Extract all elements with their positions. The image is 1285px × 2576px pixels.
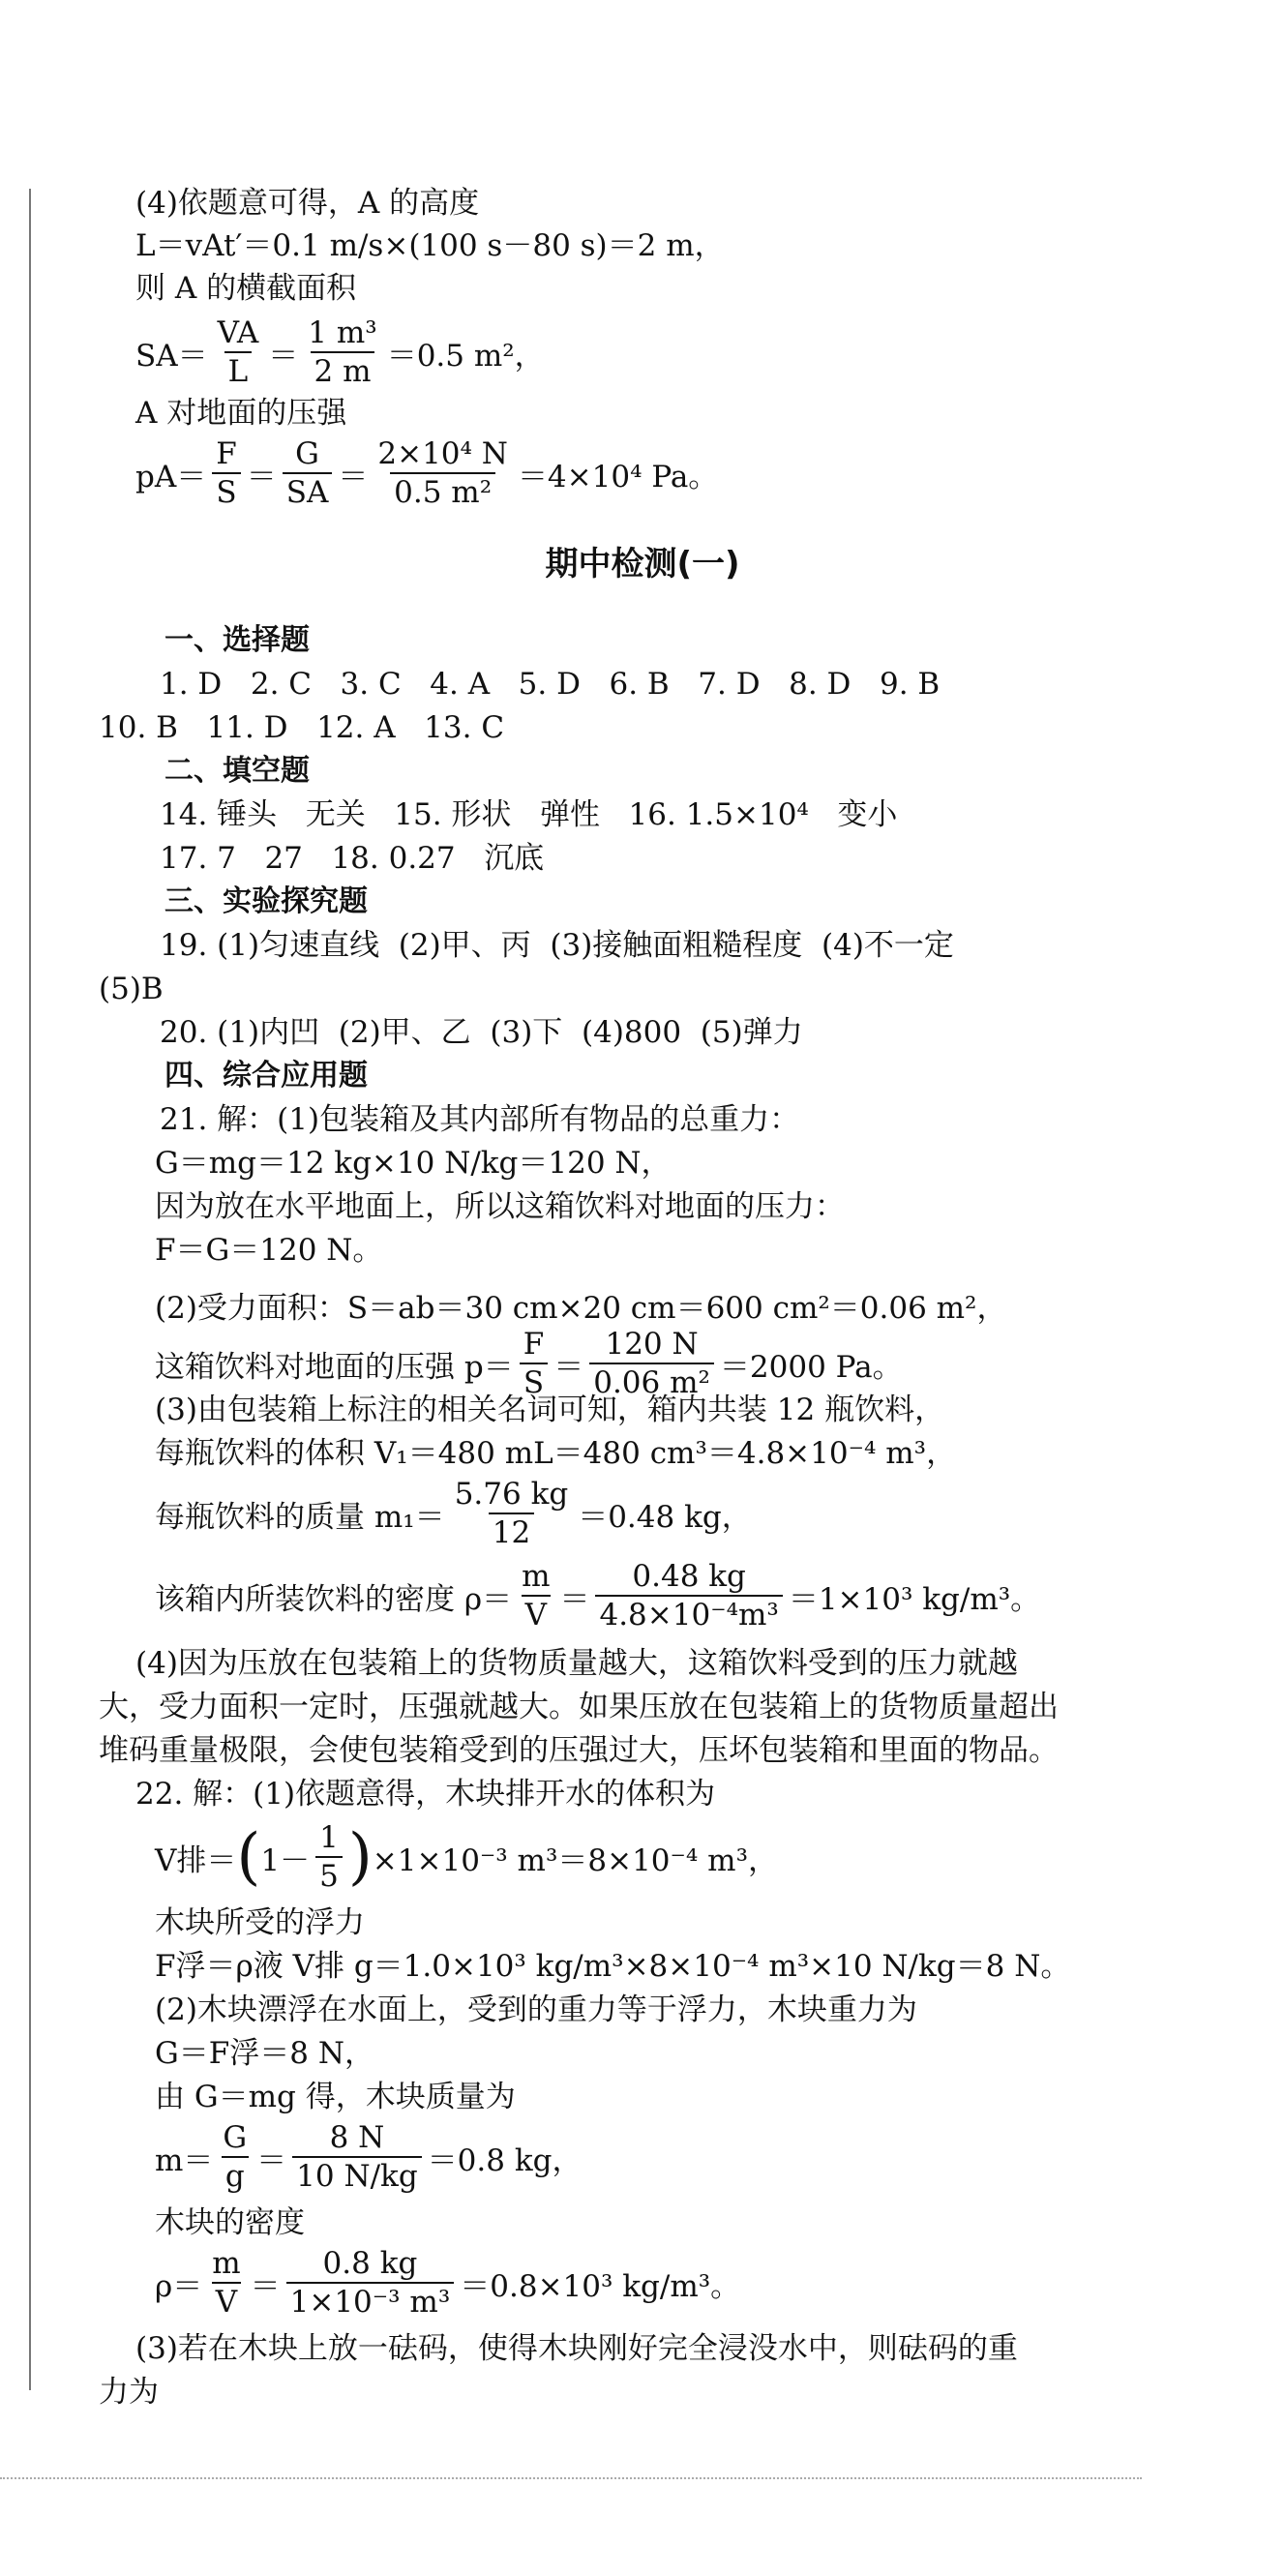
paragraph-line: (4)因为压放在包装箱上的货物质量越大，这箱饮料受到的压力就越: [135, 1646, 1018, 1681]
section-heading: 二、填空题: [164, 754, 310, 788]
text-line: G＝F浮＝8 N，: [155, 2036, 374, 2071]
equation: 每瓶饮料的质量 m₁＝ 5.76 kg 12 ＝0.48 kg，: [155, 1477, 752, 1550]
text-line: 木块的密度: [155, 2205, 305, 2240]
equation: 该箱内所装饮料的密度 ρ＝ m V ＝ 0.48 kg 4.8×10⁻⁴m³ ＝1×10³ kg/m³。: [155, 1559, 1041, 1632]
answer-row: 17. 7 27 18. 0.27 沉底: [160, 841, 545, 876]
text-line: 21. 解：(1)包装箱及其内部所有物品的总重力：: [160, 1102, 800, 1137]
answer-row: (5)B: [99, 972, 164, 1006]
paragraph-line: 大，受力面积一定时，压强就越大。如果压放在包装箱上的货物质量超出: [99, 1690, 1059, 1724]
answer-row: 1. D 2. C 3. C 4. A 5. D 6. B 7. D 8. D 9. B: [160, 667, 941, 702]
answer-row: 14. 锤头 无关 15. 形状 弹性 16. 1.5×10⁴ 变小: [160, 797, 898, 832]
text-line: 每瓶饮料的体积 V₁＝480 mL＝480 cm³＝4.8×10⁻⁴ m³，: [155, 1436, 957, 1471]
text-line: (2)受力面积：S＝ab＝30 cm×20 cm＝600 cm²＝0.06 m²，: [155, 1291, 1007, 1326]
section-heading: 三、实验探究题: [164, 884, 368, 918]
text-line: 由 G＝mg 得，木块质量为: [155, 2080, 516, 2114]
text-line: (4)依题意可得，A 的高度: [135, 186, 480, 221]
text-line: 木块所受的浮力: [155, 1905, 365, 1940]
text-line: (2)木块漂浮在水面上，受到的重力等于浮力，木块重力为: [155, 1992, 917, 2027]
text-line: 22. 解：(1)依题意得，木块排开水的体积为: [135, 1777, 716, 1812]
text-line: (3)由包装箱上标注的相关名词可知，箱内共装 12 瓶饮料，: [155, 1393, 945, 1427]
equation: m＝ G g ＝ 8 N 10 N/kg ＝0.8 kg，: [155, 2120, 583, 2194]
text-line: L＝vAt′＝0.1 m/s×(100 s－80 s)＝2 m，: [135, 228, 725, 263]
text-line: A 对地面的压强: [135, 396, 347, 431]
text-line: 因为放在水平地面上，所以这箱饮料对地面的压力：: [155, 1189, 845, 1224]
answer-row: 20. (1)内凹 (2)甲、乙 (3)下 (4)800 (5)弹力: [160, 1015, 803, 1050]
equation: ρ＝ m V ＝ 0.8 kg 1×10⁻³ m³ ＝0.8×10³ kg/m³。: [155, 2246, 741, 2320]
paragraph-line: 力为: [99, 2375, 159, 2410]
text-line: F浮＝ρ液 V排 g＝1.0×10³ kg/m³×8×10⁻⁴ m³×10 N/kg＝8 N。: [155, 1949, 1071, 1984]
equation: V排＝ ( 1－ 1 5 ) ×1×10⁻³ m³＝8×10⁻⁴ m³，: [155, 1820, 778, 1894]
equation: SA＝ VA L ＝ 1 m³ 2 m ＝0.5 m²，: [135, 315, 545, 389]
left-margin-line: [29, 189, 31, 2390]
section-heading: 一、选择题: [164, 623, 310, 657]
text-line: G＝mg＝12 kg×10 N/kg＝120 N，: [155, 1146, 672, 1181]
equation: pA＝ F S ＝ G SA ＝ 2×10⁴ N 0.5 m² ＝4×10⁴ Pa。: [135, 436, 719, 510]
bottom-dotted-rule: [0, 2477, 1142, 2479]
answer-row: 10. B 11. D 12. A 13. C: [99, 710, 505, 745]
text-line: 则 A 的横截面积: [135, 271, 357, 306]
section-title: 期中检测(一): [545, 545, 740, 584]
paragraph-line: 堆码重量极限，会使包装箱受到的压强过大，压坏包装箱和里面的物品。: [99, 1733, 1059, 1768]
equation: 这箱饮料对地面的压强 p＝ F S ＝ 120 N 0.06 m² ＝2000 Pa。: [155, 1327, 903, 1400]
section-heading: 四、综合应用题: [164, 1059, 368, 1093]
paragraph-line: (3)若在木块上放一砝码，使得木块刚好完全浸没水中，则砝码的重: [135, 2331, 1018, 2366]
text-line: F＝G＝120 N。: [155, 1233, 383, 1268]
answer-row: 19. (1)匀速直线 (2)甲、丙 (3)接触面粗糙程度 (4)不一定: [160, 928, 954, 963]
